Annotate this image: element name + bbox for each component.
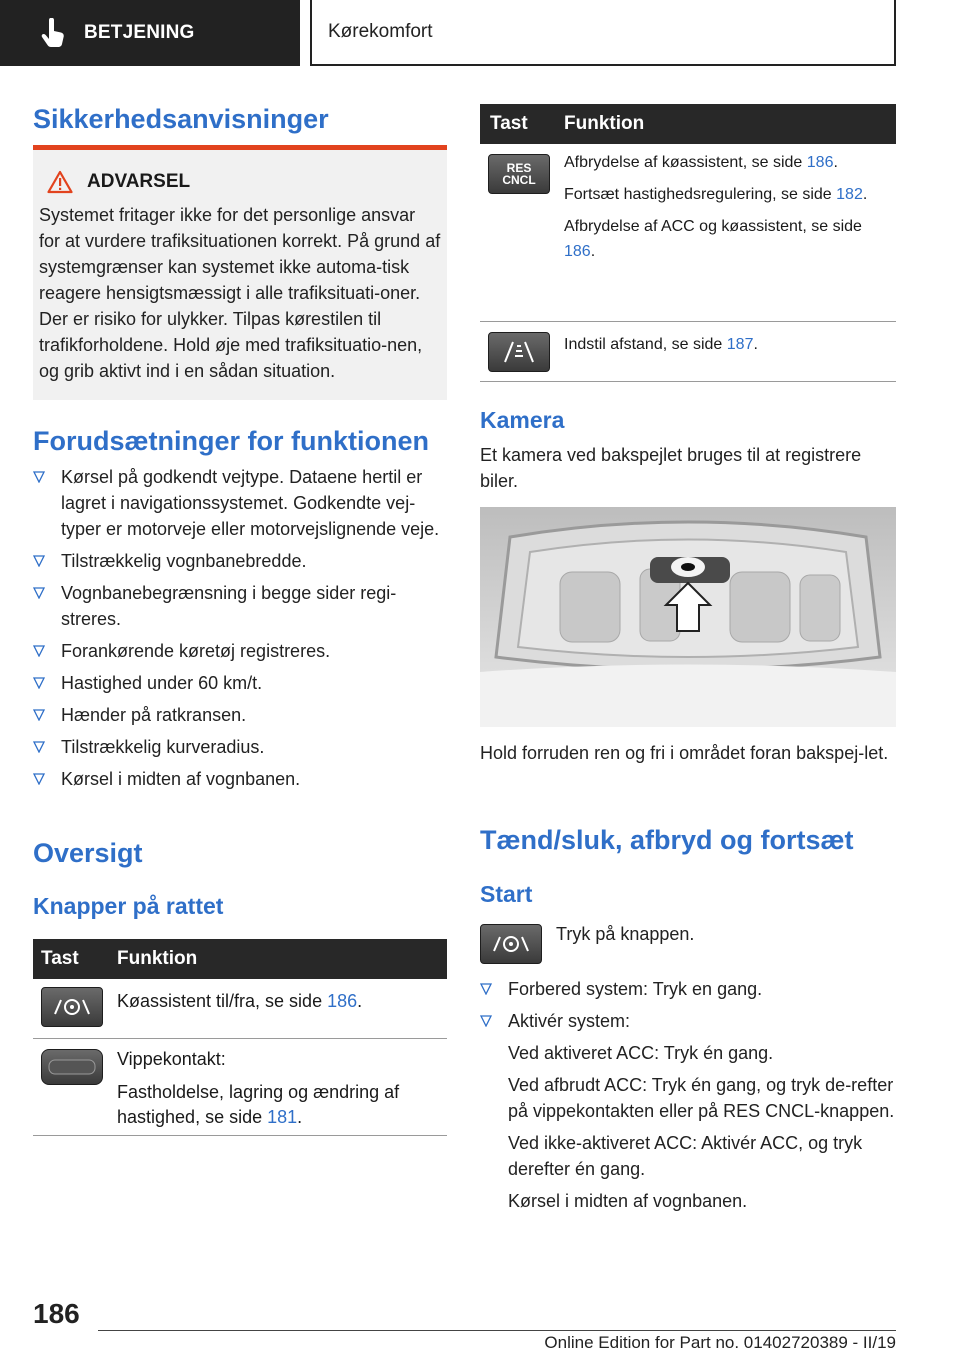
right-buttons-table [480, 104, 896, 382]
start-text: Tryk på knappen. [556, 924, 695, 944]
column-key: Tast [490, 113, 528, 134]
bullet-triangle-icon [33, 709, 45, 721]
start-heading: Start [480, 881, 533, 907]
steering-buttons-table [33, 939, 447, 1136]
warning-text: Systemet fritager ikke for det personlige ansvar for at vurdere trafiksituationen korrekt. På grund af systemgrænser kan systemet ikke automa-tisk reagere hensigtsmæssigt i alle trafiksituati-oner. Der er risiko for ulykker. Tilpas kørestilen til trafikforholdene. Hold øje med trafiksituatio-nen, og grib aktivt ind i en sådan situation. [39, 205, 441, 381]
bullet-triangle-icon [33, 741, 45, 753]
prerequisites-list [33, 464, 447, 798]
page-link[interactable]: 186 [327, 991, 358, 1011]
bullet-triangle-icon [480, 1015, 492, 1027]
list-item: Forankørende køretøj registreres. [33, 638, 447, 664]
steering-assist-button-icon [41, 987, 103, 1027]
safety-heading: Sikkerhedsanvisninger [33, 104, 329, 134]
chapter-title: Kørekomfort [328, 21, 433, 42]
column-function: Funktion [117, 948, 198, 969]
list-item: Aktivér system: Ved aktiveret ACC: Tryk én gang. Ved afbrudt ACC: Tryk én gang, og tryk de-refter på vippekontakten eller på RES CNCL-knappen. Ved ikke-aktiveret ACC: Aktivér ACC, og tryk derefter én gang. Kørsel i midten af vognbanen. [480, 1008, 896, 1214]
header-section-tab [0, 0, 300, 66]
table-header [33, 939, 447, 979]
page-number: 186 [33, 1298, 80, 1329]
page-link[interactable]: 186 [564, 243, 591, 260]
list-item: Kørsel i midten af vognbanen. [33, 766, 447, 792]
start-steps-list [480, 976, 896, 1220]
column-function: Funktion [564, 113, 645, 134]
sub-step: Ved afbrudt ACC: Tryk én gang, og tryk de-refter på vippekontakten eller på RES CNCL-knappen. [508, 1075, 895, 1121]
bullet-triangle-icon [33, 677, 45, 689]
list-item: Forbered system: Tryk en gang. [480, 976, 896, 1002]
bullet-triangle-icon [33, 555, 45, 567]
list-item: Hænder på ratkransen. [33, 702, 447, 728]
sub-step: Ved ikke-aktiveret ACC: Aktivér ACC, og tryk derefter én gang. [508, 1133, 863, 1179]
res-cncl-button-icon: RES CNCL [488, 154, 550, 194]
list-item: Kørsel på godkendt vejtype. Dataene hertil er lagret i navigationssystemet. Godkendte vej-typer er motorveje eller motorvejslignende veje. [33, 464, 447, 542]
column-key: Tast [41, 948, 79, 969]
warning-header [47, 170, 441, 194]
bullet-triangle-icon [33, 471, 45, 483]
list-item: Tilstrækkelig kurveradius. [33, 734, 447, 760]
rocker-switch-icon [41, 1049, 103, 1085]
bullet-triangle-icon [33, 587, 45, 599]
prerequisites-heading: Forudsætninger for funktionen [33, 426, 429, 456]
list-item: Tilstrækkelig vognbanebredde. [33, 548, 447, 574]
section-title: BETJENING [84, 22, 195, 43]
page-link[interactable]: 187 [726, 336, 754, 353]
camera-heading: Kamera [480, 407, 565, 433]
table-row: Vippekontakt: Fastholdelse, lagring og ændring af hastighed, se side 181. [33, 1039, 447, 1136]
edition-footer: Online Edition for Part no. 01402720389 - II/19 [544, 1333, 896, 1352]
camera-text: Et kamera ved bakspejlet bruges til at registrere biler. [480, 445, 862, 491]
table-row: RES CNCL Afbrydelse af køassistent, se side 186. Fortsæt hastighedsregulering, se side 182. Afbrydelse af ACC og køassistent, se side 186. [480, 144, 896, 322]
page-link[interactable]: 181 [267, 1107, 298, 1127]
distance-button-icon [488, 332, 550, 372]
overview-heading: Oversigt [33, 838, 143, 868]
bullet-triangle-icon [33, 773, 45, 785]
buttons-subheading: Knapper på rattet [33, 893, 224, 919]
list-item: Vognbanebegrænsning i begge sider regi-streres. [33, 580, 447, 632]
header-chapter-box [310, 0, 896, 66]
onoff-heading: Tænd/sluk, afbryd og fortsæt [480, 825, 854, 855]
warning-box [33, 150, 447, 400]
table-header [480, 104, 896, 144]
camera-caption: Hold forruden ren og fri i området foran bakspej-let. [480, 743, 889, 763]
sub-step: Ved aktiveret ACC: Tryk én gang. [508, 1043, 774, 1063]
bullet-triangle-icon [33, 645, 45, 657]
rear-window-camera-photo [480, 507, 896, 727]
page-link[interactable]: 186 [806, 154, 834, 171]
steering-assist-button-icon [480, 924, 542, 964]
page-link[interactable]: 182 [836, 186, 863, 203]
hand-pointer-icon [40, 18, 66, 48]
footer-divider [98, 1330, 896, 1331]
table-row: Køassistent til/fra, se side 186. [33, 979, 447, 1039]
warning-triangle-icon [47, 170, 73, 194]
sub-step: Kørsel i midten af vognbanen. [508, 1191, 748, 1211]
warning-label: ADVARSEL [87, 171, 191, 192]
bullet-triangle-icon [480, 983, 492, 995]
table-row: Indstil afstand, se side 187. [480, 322, 896, 382]
list-item: Hastighed under 60 km/t. [33, 670, 447, 696]
